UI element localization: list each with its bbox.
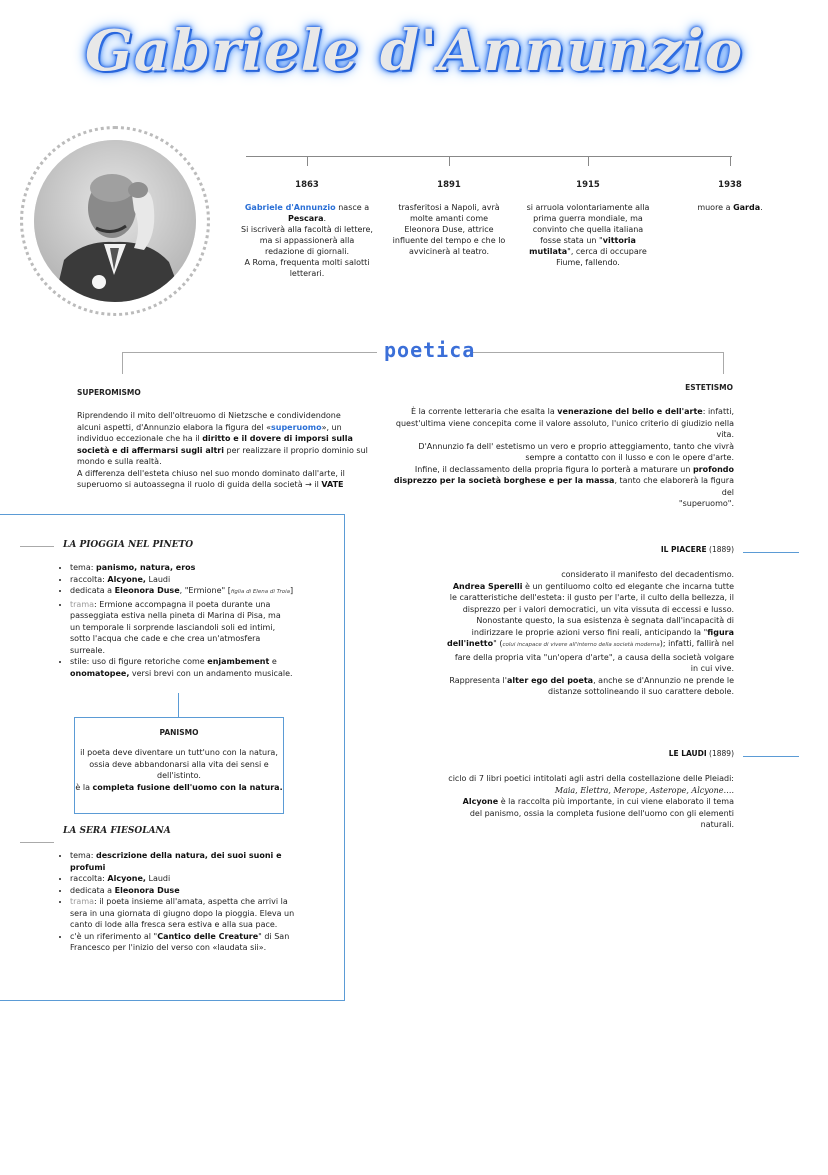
sera-list [60, 850, 310, 954]
timeline-year: 1863 [295, 180, 319, 190]
poetica-rule-right-drop [723, 352, 724, 374]
panismo-title: PANISMO [159, 728, 199, 737]
list-item: • raccolta: Alcyone, Laudi [70, 574, 305, 586]
estetismo-text: È la corrente letteraria che esalta la venerazione del bello e dell'arte: infatti, quest'ultima viene concepita come il valore assoluto, l'unico criterio di giudizio nella vita. D'Annunzio fa dell' estetismo un vero e proprio atteggiamento, tanto che vivrà sempre a contatto con il lusso e con le opere d'arte. Infine, il declassamento della propria figura lo porterà a maturare un profondo disprezzo per la società borghese e per la massa, tanto che elaborerà la figura del "superuomo". [393, 407, 734, 508]
list-item: • stile: uso di figure retoriche come enjambement e onomatopee, versi brevi con un andamento musicale. [70, 656, 305, 679]
pioggia-rule [20, 546, 54, 547]
portrait-image [34, 140, 196, 302]
timeline-line [246, 156, 732, 157]
list-item: • dedicata a Eleonora Duse, "Ermione" [figlia di Elena di Troia] [70, 585, 305, 599]
superomismo-title: SUPEROMISMO [77, 388, 141, 397]
sera-rule [20, 842, 54, 843]
sera-title: LA SERA FIESOLANA [63, 826, 171, 836]
timeline-event-1938: muore a Garda. [697, 203, 763, 212]
list-item: • tema: descrizione della natura, dei suoi suoni e profumi [70, 850, 310, 873]
timeline-year: 1915 [576, 180, 600, 190]
timeline-event-1863: Gabriele d'Annunzio nasce a Pescara. Si iscriverà alla facoltà di lettere, ma si appassionerà alla redazione di giornali. A Roma, frequenta molti salotti letterari. [241, 203, 373, 278]
page-title: Gabriele d'Annunzio [84, 18, 744, 84]
panismo-text: il poeta deve diventare un tutt'uno con la natura, ossia deve abbandonarsi alla vita dei sensi e dell'istinto. è la completa fusione dell'uomo con la natura. [75, 748, 283, 792]
pioggia-title: LA PIOGGIA NEL PINETO [63, 540, 194, 550]
panismo-connector [178, 693, 179, 717]
timeline-tick [588, 156, 589, 166]
timeline-event-1891: trasferitosi a Napoli, avrà molte amanti come Eleonora Duse, attrice influente del tempo e che lo avvicinerà al teatro. [392, 203, 506, 256]
portrait-frame [20, 126, 210, 316]
panismo-box [74, 717, 284, 814]
laudi-text: ciclo di 7 libri poetici intitolati agli astri della costellazione delle Pleiadi: Maia, Elettra, Merope, Asterope, Alcyone…. Alcyone è la raccolta più importante, in cui viene elaborato il tema del panismo, ossia la completa fusione dell'uomo con gli elementi naturali. [448, 774, 734, 829]
poetica-rule-left-drop [122, 352, 123, 374]
timeline-tick [449, 156, 450, 166]
superomismo-text: Riprendendo il mito dell'oltreuomo di Nietzsche e condividendone alcuni aspetti, d'Annunzio elabora la figura del «superuomo», un individuo eccezionale che ha il diritto e il dovere di imporsi sulla società e di affermarsi sugli altri per realizzare il proprio dominio sul mondo e sulla realtà. A differenza dell'esteta chiuso nel suo mondo dominato dall'arte, il superuomo si autoassegna il ruolo di guida della società → il VATE [77, 411, 368, 489]
laudi-rule [743, 756, 799, 757]
poetica-rule-right [470, 352, 724, 353]
estetismo-title: ESTETISMO [685, 383, 733, 392]
timeline-year: 1891 [437, 180, 461, 190]
timeline-event-1915: si arruola volontariamente alla prima guerra mondiale, ma convinto che quella italiana fosse stata un "vittoria mutilata", cerca di occupare Fiume, fallendo. [526, 203, 650, 267]
pioggia-list [60, 562, 305, 679]
list-item: • tema: panismo, natura, eros [70, 562, 305, 574]
list-item: • dedicata a Eleonora Duse [70, 885, 310, 897]
list-item: • trama: il poeta insieme all'amata, aspetta che arrivi la sera in una giornata di giugno dopo la pioggia. Eleva un canto di lode alla fresca sera estiva e alla sua pace. [70, 896, 310, 931]
list-item: • trama: Ermione accompagna il poeta durante una passeggiata estiva nella pineta di Marina di Pisa, ma un temporale li sorprende lasciandoli soli ed intimi, sotto l'acqua che cade e che crea un'atmosfera surreale. [70, 599, 305, 657]
list-item: • raccolta: Alcyone, Laudi [70, 873, 310, 885]
timeline-year: 1938 [718, 180, 742, 190]
piacere-heading: IL PIACERE (1889) [660, 545, 734, 554]
poetica-heading: poetica [384, 338, 476, 362]
timeline-tick [307, 156, 308, 166]
list-item: • c'è un riferimento al "Cantico delle Creature" di San Francesco per l'inizio del verso con «laudata sii». [70, 931, 310, 954]
portrait-photo [34, 140, 196, 302]
laudi-heading: LE LAUDI (1889) [668, 749, 734, 758]
timeline-tick [730, 156, 731, 166]
poetica-rule-left [122, 352, 377, 353]
piacere-text: considerato il manifesto del decadentismo. Andrea Sperelli è un gentiluomo colto ed elegante che incarna tutte le caratteristiche dell'esteta: il gusto per l'arte, il culto della bellezza, il disprezzo per i valori democratici, un vita vissuta di eccessi e lusso. Nonostante questo, la sua esistenza è segnata dall'incapacità di indirizzare le proprie azioni verso fini reali, anticipando la "figura dell'inetto" (colui incapace di vivere all'interno della società moderna); infatti, fallirà nel fare della propria vita "un'opera d'arte", a causa della società volgare in cui vive. Rappresenta l'alter ego del poeta, anche se d'Annunzio ne prende le distanze sottolineando il suo carattere debole. [447, 570, 734, 696]
piacere-rule [743, 552, 799, 553]
